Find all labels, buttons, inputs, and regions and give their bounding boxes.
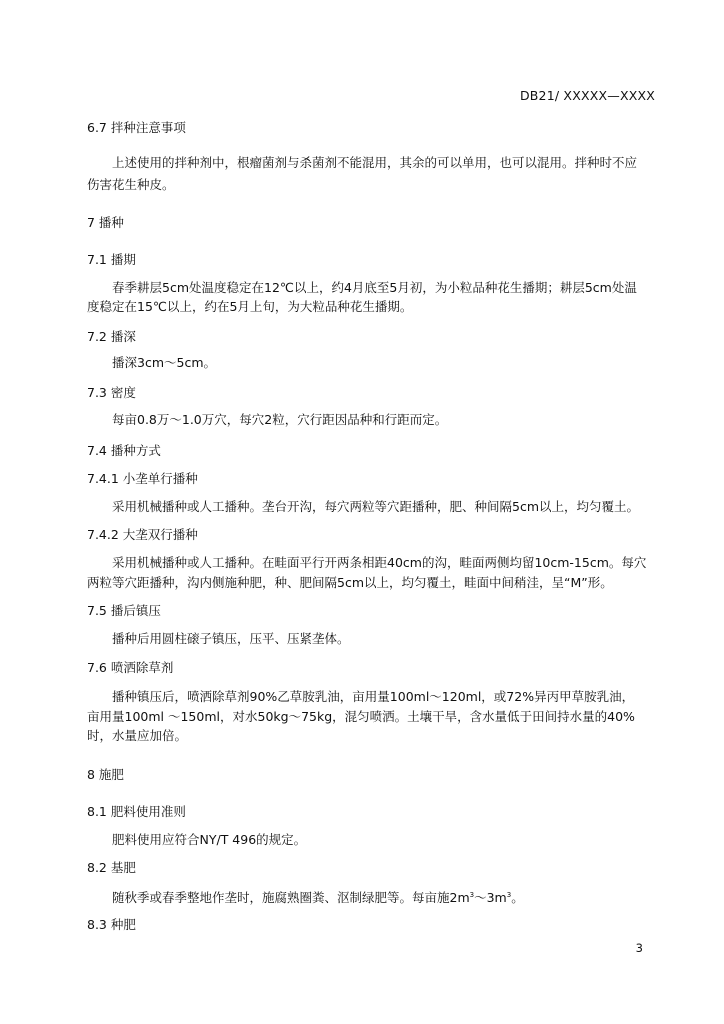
paragraph-line: 播深3cm～5cm。	[112, 355, 217, 370]
page-number: 3	[635, 941, 643, 955]
paragraph-line	[112, 887, 524, 906]
section-heading-7-1: 7.1 播期	[87, 252, 136, 267]
text-run: ～3m	[474, 890, 507, 905]
section-heading-7-4-2: 7.4.2 大垄双行播种	[87, 527, 198, 542]
section-heading-7-4: 7.4 播种方式	[87, 443, 161, 458]
section-heading-7-6: 7.6 喷洒除草剂	[87, 660, 174, 675]
text-run: 随秋季或春季整地作垄时，施腐熟圈粪、沤制绿肥等。每亩施2m	[112, 890, 470, 905]
section-heading-8: 8 施肥	[87, 767, 124, 782]
text-run: 。	[511, 890, 524, 905]
section-heading-8-2: 8.2 基肥	[87, 860, 136, 875]
paragraph-line: 春季耕层5cm处温度稳定在12℃以上，约4月底至5月初，为小粒品种花生播期；耕层5cm处温	[112, 280, 637, 295]
paragraph-line: 肥料使用应符合NY/T 496的规定。	[112, 832, 307, 847]
section-heading-7-2: 7.2 播深	[87, 329, 136, 344]
paragraph-line: 每亩0.8万～1.0万穴，每穴2粒，穴行距因品种和行距而定。	[112, 412, 448, 427]
section-heading-7-5: 7.5 播后镇压	[87, 603, 161, 618]
document-header-code: DB21/ XXXXX—XXXX	[519, 88, 655, 103]
paragraph-line: 时，水量应加倍。	[87, 728, 188, 743]
superscript: 3	[469, 891, 475, 899]
paragraph-line: 播种后用圆柱磙子镇压，压平、压紧垄体。	[112, 631, 350, 646]
paragraph-line: 伤害花生种皮。	[87, 177, 175, 192]
paragraph-line: 上述使用的拌种剂中，根瘤菌剂与杀菌剂不能混用，其余的可以单用，也可以混用。拌种时不应	[112, 155, 638, 170]
paragraph-line: 播种镇压后，喷洒除草剂90%乙草胺乳油，亩用量100ml～120ml，或72%异丙甲草胺乳油，	[112, 689, 635, 704]
section-heading-7-3: 7.3 密度	[87, 385, 136, 400]
paragraph-line: 两粒等穴距播种，沟内侧施种肥，种、肥间隔5cm以上，均匀覆土，畦面中间稍洼，呈“M”形。	[87, 575, 613, 590]
paragraph-line: 采用机械播种或人工播种。垄台开沟，每穴两粒等穴距播种，肥、种间隔5cm以上，均匀覆土。	[112, 499, 640, 514]
paragraph-line: 度稳定在15℃以上，约在5月上旬，为大粒品种花生播期。	[87, 299, 413, 314]
section-heading-6-7: 6.7 拌种注意事项	[87, 120, 186, 135]
section-heading-8-1: 8.1 肥料使用准则	[87, 804, 186, 819]
paragraph-line: 亩用量100ml ～150ml，对水50kg～75kg，混匀喷洒。土壤干旱，含水量低于田间持水量的40%	[87, 709, 635, 724]
section-heading-7-4-1: 7.4.1 小垄单行播种	[87, 471, 198, 486]
section-heading-8-3: 8.3 种肥	[87, 917, 136, 932]
superscript: 3	[506, 891, 512, 899]
paragraph-line: 采用机械播种或人工播种。在畦面平行开两条相距40cm的沟，畦面两侧均留10cm-15cm。每穴	[112, 555, 647, 570]
section-heading-7: 7 播种	[87, 215, 124, 230]
